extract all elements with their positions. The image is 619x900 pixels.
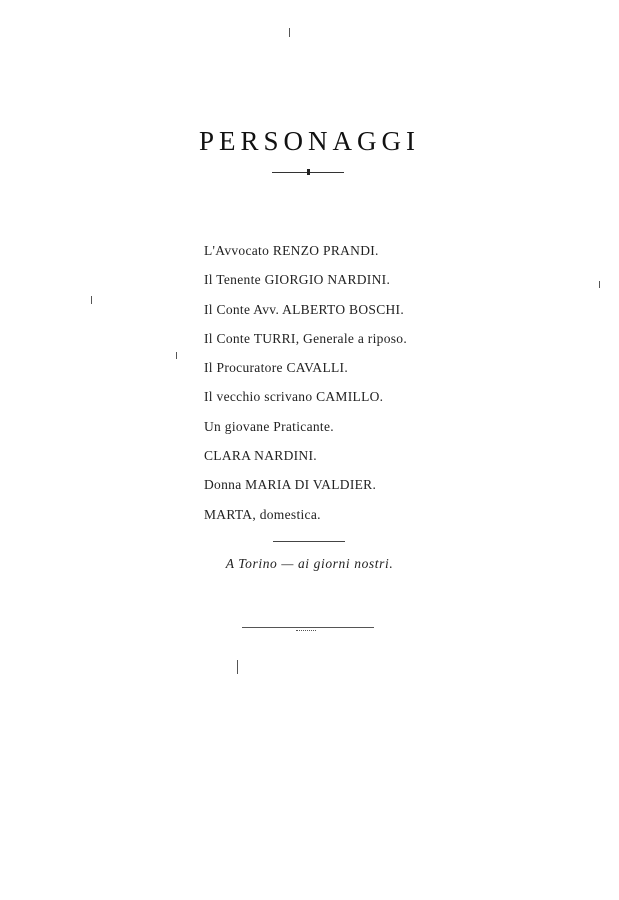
closing-divider-ornament (296, 624, 316, 631)
cast-item: L'Avvocato RENZO PRANDI. (204, 243, 379, 258)
cast-item: Un giovane Praticante. (204, 418, 334, 434)
scan-speck (289, 28, 290, 37)
setting-line: A Torino — ai giorni nostri. (225, 556, 394, 571)
scan-speck (176, 352, 177, 359)
title-divider-ornament (307, 169, 310, 175)
cast-item: Il Tenente GIORGIO NARDINI. (204, 272, 391, 288)
section-divider (273, 541, 345, 542)
cast-item: Donna MARIA DI VALDIER. (204, 477, 377, 493)
cast-item: Il Conte TURRI, Generale a riposo. (204, 330, 408, 346)
cast-item: Il vecchio scrivano CAMILLO. (204, 389, 384, 405)
cast-item: MARTA, domestica. (204, 506, 321, 522)
cast-item: CLARA NARDINI. (204, 448, 317, 464)
cast-item: Il Conte Avv. ALBERTO BOSCHI. (204, 301, 405, 317)
cast-item: Il Procuratore CAVALLI. (204, 360, 349, 376)
scan-speck (599, 281, 600, 288)
cast-list (204, 236, 407, 529)
scan-speck (91, 296, 92, 304)
scan-speck (237, 660, 238, 674)
page-title: PERSONAGGI (198, 126, 421, 156)
